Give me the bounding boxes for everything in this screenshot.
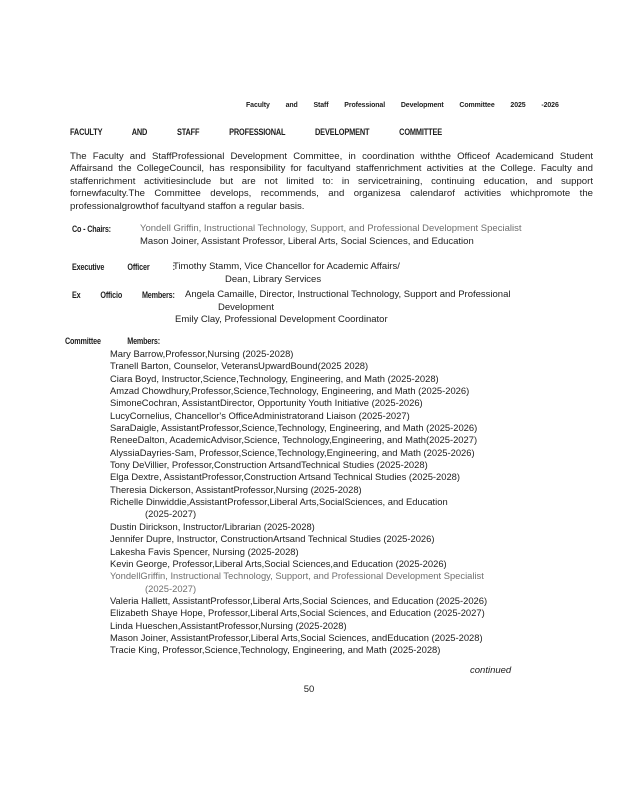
executive-officer-label: Executive Officer : xyxy=(72,262,175,272)
committee-member-text: LucyCornelius, Chancellor's OfficeAdministratorand Liaison (2025-2027) xyxy=(110,409,410,421)
committee-member-row xyxy=(110,644,590,656)
page-number: 50 xyxy=(303,684,315,695)
running-header: Faculty and Staff Professional Development Committee 2025 -2026 xyxy=(246,100,559,109)
ex-officio-2: Development xyxy=(218,301,274,313)
ex-officio-3: Emily Clay, Professional Development Coordinator xyxy=(175,314,388,326)
committee-member-row xyxy=(110,397,590,409)
committee-member-term-wrap: (2025-2027) xyxy=(145,508,197,520)
committee-member-text: Kevin George, Professor,Liberal Arts,Social Sciences,and Education (2025-2026) xyxy=(110,557,447,569)
ex-officio-1: Angela Camaille, Director, Instructional Technology, Support and Professional xyxy=(185,289,511,300)
committee-member-row xyxy=(110,496,590,521)
committee-member-row xyxy=(110,570,590,595)
committee-member-text: Valeria Hallett, AssistantProfessor,Liberal Arts,Social Sciences, and Education (2025-2026) xyxy=(110,594,488,606)
committee-member-text: Tracie King, Professor,Science,Technology, Engineering, and Math (2025-2028) xyxy=(110,644,441,656)
executive-officer-2: Dean, Library Services xyxy=(225,273,322,285)
committee-member-row xyxy=(110,348,590,360)
committee-member-text: SimoneCochran, AssistantDirector, Opportunity Youth Initiative (2025-2026) xyxy=(110,397,423,409)
page-title: FACULTY AND STAFF PROFESSIONAL DEVELOPMENT COMMITTEE xyxy=(70,127,442,137)
committee-member-text: ReneeDalton, AcademicAdvisor,Science, Technology,Engineering, and Math(2025-2027) xyxy=(110,434,478,446)
committee-member-text: Jennifer Dupre, Instructor, ConstructionArtsand Technical Studies (2025-2026) xyxy=(110,533,435,545)
committee-member-text: Lakesha Favis Spencer, Nursing (2025-2028) xyxy=(110,545,299,557)
committee-member-row xyxy=(110,484,590,496)
committee-member-text: Amzad Chowdhury,Professor,Science,Technology, Engineering, and Math (2025-2026) xyxy=(110,385,470,397)
committee-member-text: Elga Dextre, AssistantProfessor,Construction Artsand Technical Studies (2025-2028) xyxy=(110,471,461,483)
committee-member-row xyxy=(110,533,590,545)
committee-member-row xyxy=(110,546,590,558)
co-chair-1: Yondell Griffin, Instructional Technology, Support, and Professional Development Specialist xyxy=(140,223,522,234)
committee-member-text: Mason Joiner, AssistantProfessor,Liberal Arts,Social Sciences, andEducation (2025-2028) xyxy=(110,631,483,643)
committee-member-text: Richelle Dinwiddie,AssistantProfessor,Liberal Arts,SocialSciences, and Education xyxy=(110,496,448,508)
committee-member-term-wrap: (2025-2027) xyxy=(145,582,197,594)
committee-member-row xyxy=(110,385,590,397)
continued-note: continued xyxy=(470,665,512,676)
committee-member-text: Elizabeth Shaye Hope, Professor,Liberal Arts,Social Sciences, and Education (2025-2027) xyxy=(110,607,485,619)
committee-member-row xyxy=(110,434,590,446)
committee-member-row xyxy=(110,360,590,372)
committee-member-text: SaraDaigle, AssistantProfessor,Science,Technology, Engineering, and Math (2025-2026) xyxy=(110,422,478,434)
committee-member-row xyxy=(110,607,590,619)
committee-member-text: Dustin Dirickson, Instructor/Librarian (2025-2028) xyxy=(110,520,315,532)
executive-officer-1: Timothy Stamm, Vice Chancellor for Academic Affairs/ xyxy=(173,261,400,272)
committee-member-text: Mary Barrow,Professor,Nursing (2025-2028) xyxy=(110,348,294,359)
committee-members-list xyxy=(110,348,590,657)
executive-officer-values xyxy=(173,261,400,286)
committee-member-row xyxy=(110,373,590,385)
committee-member-row xyxy=(110,459,590,471)
ex-officio-values xyxy=(175,289,511,327)
committee-member-row xyxy=(110,521,590,533)
committee-member-row xyxy=(110,422,590,434)
committee-member-row xyxy=(110,558,590,570)
committee-member-text: Ciara Boyd, Instructor,Science,Technology, Engineering, and Math (2025-2028) xyxy=(110,372,439,384)
committee-member-text: Linda Hueschen,AssistantProfessor,Nursing (2025-2028) xyxy=(110,619,347,631)
committee-member-text: Tony DeVillier, Professor,Construction ArtsandTechnical Studies (2025-2028) xyxy=(110,459,428,471)
committee-member-row xyxy=(110,447,590,459)
committee-member-row xyxy=(110,632,590,644)
committee-member-row xyxy=(110,410,590,422)
committee-member-text: Theresia Dickerson, AssistantProfessor,Nursing (2025-2028) xyxy=(110,483,362,495)
co-chairs-label: Co - Chairs: xyxy=(72,224,111,234)
co-chairs-values xyxy=(140,223,521,248)
co-chair-2: Mason Joiner, Assistant Professor, Liberal Arts, Social Sciences, and Education xyxy=(140,235,474,247)
committee-member-row xyxy=(110,471,590,483)
committee-member-row xyxy=(110,620,590,632)
committee-member-text: Tranell Barton, Counselor, VeteransUpwardBound(2025 2028) xyxy=(110,360,369,372)
intro-paragraph: The Faculty and StaffProfessional Development Committee, in coordination withthe Officeof Academicand Student Affairsand the CollegeCouncil, has responsibility for facultyand staffenrichment activities at the College. Faculty and staffenrichment activitiesinclude but are not limited to: in servicetraining, continuing education, and support fornewfaculty.The Committee develops, recommends, and organizesa calendarof activities whichpromote the professionalgrowthof facultyand staffon a regular basis. xyxy=(70,151,593,212)
committee-member-text: YondellGriffin, Instructional Technology, Support, and Professional Development Specialist xyxy=(110,570,484,582)
committee-member-text: AlyssiaDayries-Sam, Professor,Science,Technology,Engineering, and Math (2025-2026) xyxy=(110,446,475,458)
committee-members-label: Committee Members: xyxy=(65,336,161,346)
committee-member-row xyxy=(110,595,590,607)
ex-officio-label: Ex Officio Members: xyxy=(72,290,175,300)
